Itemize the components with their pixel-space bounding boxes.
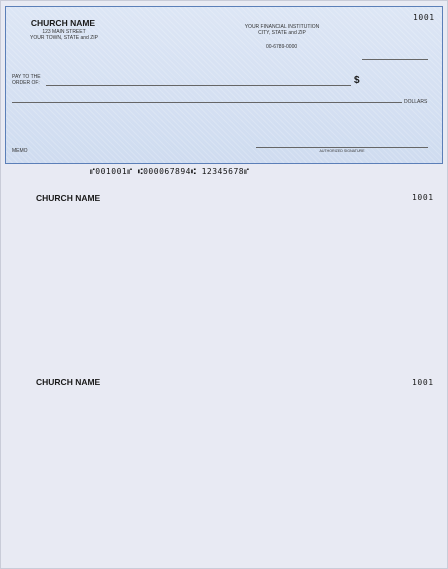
bank-name: YOUR FINANCIAL INSTITUTION	[244, 24, 320, 30]
bank-info	[234, 24, 330, 36]
memo-label: MEMO	[12, 148, 28, 154]
pay-to-line1: PAY TO THE	[12, 74, 41, 80]
check	[5, 6, 443, 164]
stub-check-number: 1001	[412, 193, 434, 202]
church-street: 123 MAIN STREET	[42, 29, 86, 35]
payee-line[interactable]	[46, 85, 351, 86]
memo-field[interactable]	[30, 153, 180, 154]
stub-church-name: CHURCH NAME	[36, 377, 101, 387]
amount-field[interactable]	[366, 78, 436, 90]
dollars-label: DOLLARS	[404, 99, 428, 105]
signature-line[interactable]	[256, 147, 428, 148]
church-address	[20, 29, 108, 41]
church-name: CHURCH NAME	[30, 18, 96, 28]
pay-to-label	[12, 74, 41, 86]
routing-fraction: 00-6789-0000	[266, 44, 298, 50]
written-amount-line[interactable]	[12, 102, 402, 103]
date-line[interactable]	[362, 59, 428, 60]
church-city: YOUR TOWN, STATE and ZIP	[30, 35, 98, 41]
stub-church-name: CHURCH NAME	[36, 193, 101, 203]
stub-check-number: 1001	[412, 378, 434, 387]
micr-line: ⑈001001⑈ ⑆000067894⑆ 12345678⑈	[90, 167, 250, 176]
bank-city: CITY, STATE and ZIP	[258, 30, 306, 36]
signature-label: AUTHORIZED SIGNATURE	[319, 149, 365, 153]
check-number: 1001	[413, 13, 435, 22]
dollar-sign: $	[354, 75, 360, 86]
pay-to-line2: ORDER OF:	[12, 80, 40, 86]
